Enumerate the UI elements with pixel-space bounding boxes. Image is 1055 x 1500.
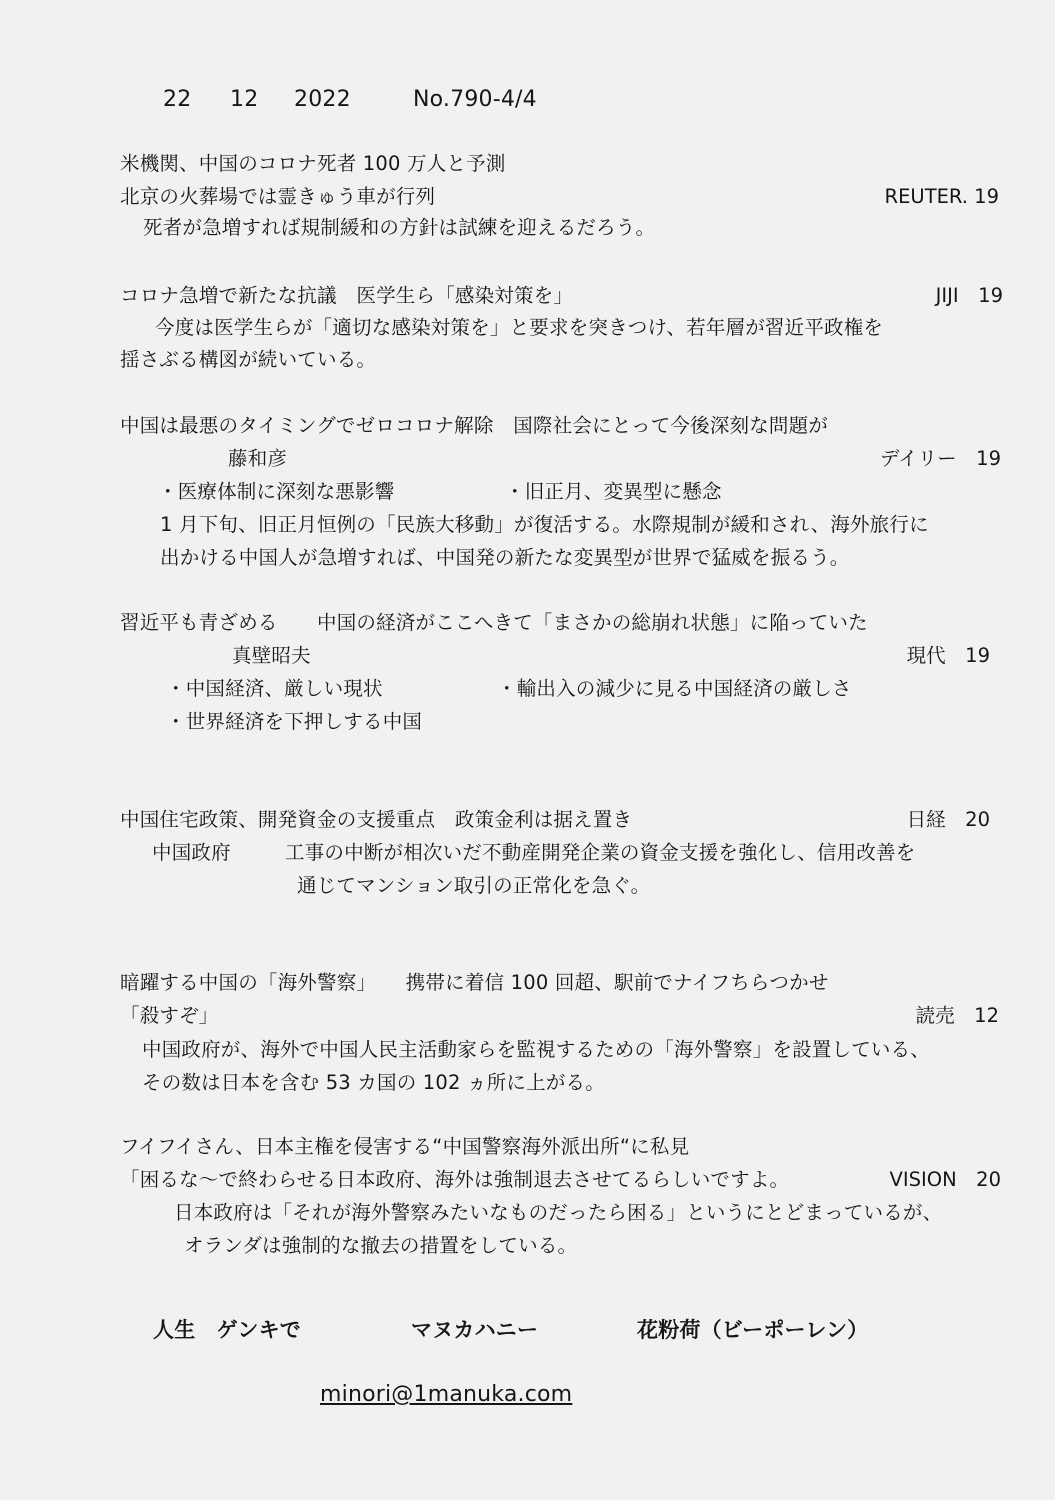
article-4-bullet-2: ・輸出入の減少に見る中国経済の厳しさ — [497, 677, 852, 700]
footer-item-1: 人生 ゲンキで — [153, 1318, 301, 1342]
footer-item-2: マヌカハニー — [411, 1318, 539, 1342]
article-3-summary-1: 1 月下旬、旧正月恒例の「民族大移動」が復活する。水際規制が緩和され、海外旅行に — [160, 513, 929, 536]
article-5-label: 中国政府 — [152, 841, 231, 864]
article-1-headline-2: 北京の火葬場では霊きゅう車が行列 — [120, 185, 436, 208]
article-5-summary-2: 通じてマンション取引の正常化を急ぐ。 — [297, 874, 651, 897]
article-6-headline-2: 「殺すぞ」 — [120, 1004, 219, 1027]
article-2-summary-1: 今度は医学生らが「適切な感染対策を」と要求を突きつけ、若年層が習近平政権を — [155, 316, 884, 339]
article-2-summary-2: 揺さぶる構図が続いている。 — [120, 348, 377, 371]
article-4-source: 現代 19 — [906, 644, 990, 667]
header-month: 12 — [230, 87, 259, 112]
article-4-headline-1: 習近平も青ざめる 中国の経済がここへきて「まさかの総崩れ状態」に陥っていた — [120, 611, 868, 634]
header-day: 22 — [163, 87, 192, 112]
article-7-source: VISION 20 — [889, 1168, 1001, 1191]
article-7-headline-1: フイフイさん、日本主権を侵害する“中国警察海外派出所“に私見 — [120, 1135, 690, 1158]
footer-email-link[interactable]: minori@1manuka.com — [320, 1382, 573, 1407]
article-1-source: REUTER. 19 — [884, 185, 999, 208]
article-6-summary-1: 中国政府が、海外で中国人民主活動家らを監視するための「海外警察」を設置している、 — [142, 1038, 931, 1061]
article-1-summary-1: 死者が急増すれば規制緩和の方針は試練を迎えるだろう。 — [143, 216, 656, 239]
article-4-bullet-1: ・中国経済、厳しい現状 — [166, 677, 383, 700]
footer-item-3: 花粉荷（ビーポーレン） — [637, 1318, 869, 1342]
article-7-summary-2: オランダは強制的な撤去の措置をしている。 — [184, 1234, 578, 1257]
article-5-source: 日経 20 — [906, 808, 990, 831]
article-3-summary-2: 出かける中国人が急増すれば、中国発の新たな変異型が世界で猛威を振るう。 — [160, 546, 850, 569]
article-5-summary-1: 工事の中断が相次いだ不動産開発企業の資金支援を強化し、信用改善を — [285, 841, 916, 864]
article-1-headline-1: 米機関、中国のコロナ死者 100 万人と予測 — [120, 152, 506, 175]
header-number: No.790-4/4 — [413, 87, 537, 112]
article-3-source: デイリー 19 — [880, 447, 1001, 470]
article-3-author: 藤和彦 — [228, 447, 288, 470]
article-7-headline-2: 「困るな～で終わらせる日本政府、海外は強制退去させてるらしいですよ。 — [120, 1168, 790, 1191]
header-year: 2022 — [294, 87, 351, 112]
article-6-headline-1: 暗躍する中国の「海外警察」 携帯に着信 100 回超、駅前でナイフちらつかせ — [120, 971, 829, 994]
article-6-summary-2: その数は日本を含む 53 カ国の 102 ヵ所に上がる。 — [142, 1071, 605, 1094]
article-6-source: 読売 12 — [915, 1004, 999, 1027]
article-7-summary-1: 日本政府は「それが海外警察みたいなものだったら困る」というにとどまっているが、 — [174, 1201, 943, 1224]
article-4-bullet-3: ・世界経済を下押しする中国 — [166, 710, 423, 733]
article-3-bullet-2: ・旧正月、変異型に懸念 — [505, 480, 722, 503]
article-5-headline-1: 中国住宅政策、開発資金の支援重点 政策金利は据え置き — [120, 808, 633, 831]
article-3-headline-1: 中国は最悪のタイミングでゼロコロナ解除 国際社会にとって今後深刻な問題が — [120, 414, 829, 437]
article-4-author: 真壁昭夫 — [232, 644, 311, 667]
article-2-headline-1: コロナ急増で新たな抗議 医学生ら「感染対策を」 — [120, 284, 574, 307]
article-2-source: JIJI 19 — [935, 284, 1003, 307]
article-3-bullet-1: ・医療体制に深刻な悪影響 — [158, 480, 395, 503]
